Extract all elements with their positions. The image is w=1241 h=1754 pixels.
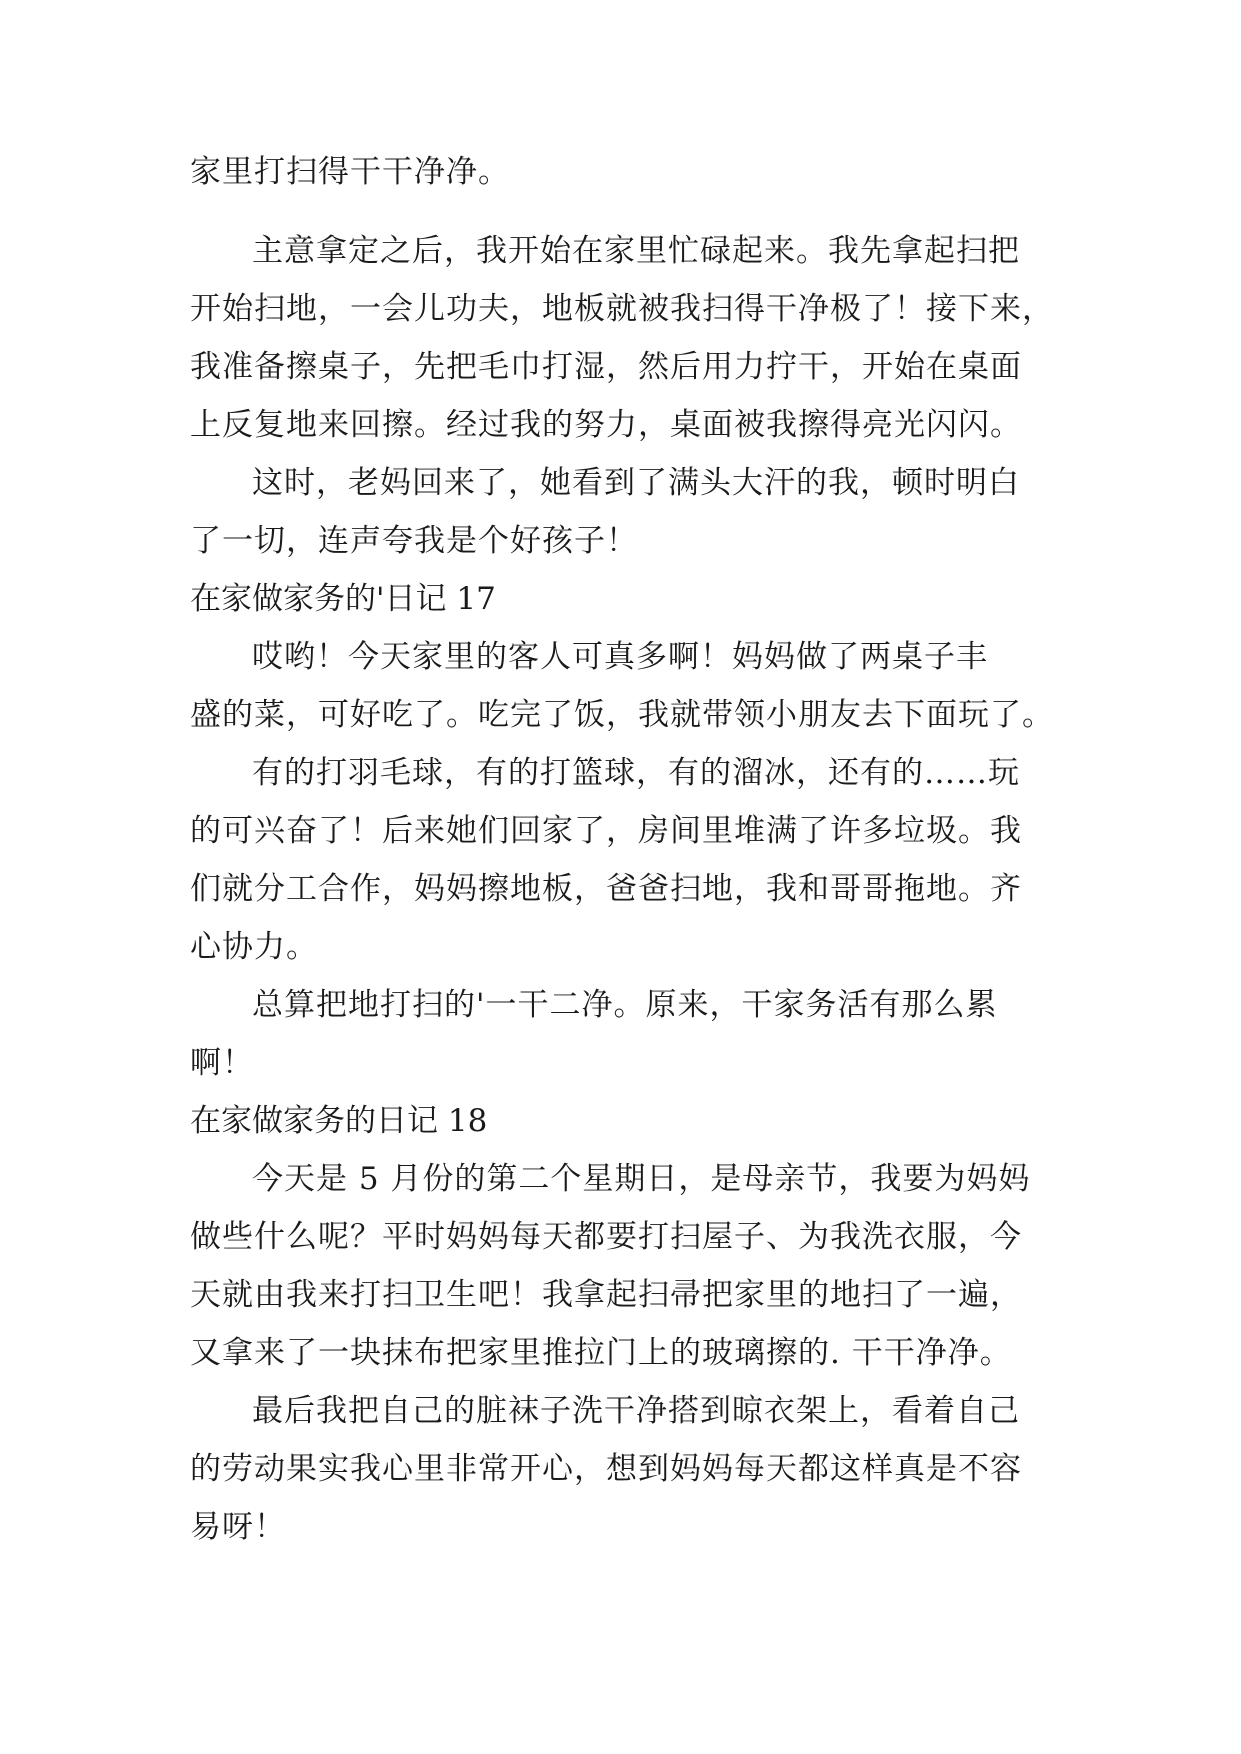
paragraph-line: 又拿来了一块抹布把家里推拉门上的玻璃擦的. 干干净净。 <box>190 1335 1012 1371</box>
section-title: 在家做家务的日记 18 <box>190 1103 488 1139</box>
paragraph-line: 最后我把自己的脏袜子洗干净搭到晾衣架上，看着自己 <box>252 1393 1020 1429</box>
paragraph-line: 的劳动果实我心里非常开心，想到妈妈每天都这样真是不容 <box>190 1451 1022 1487</box>
paragraph-line: 啊！ <box>190 1045 254 1081</box>
paragraph-line: 盛的菜，可好吃了。吃完了饭，我就带领小朋友去下面玩了。 <box>190 697 1054 733</box>
paragraph-line: 心协力。 <box>190 929 318 965</box>
paragraph-line: 家里打扫得干干净净。 <box>190 154 510 190</box>
paragraph-line: 上反复地来回擦。经过我的努力，桌面被我擦得亮光闪闪。 <box>190 407 1022 443</box>
paragraph-line: 易呀！ <box>190 1509 286 1545</box>
paragraph-line: 总算把地打扫的'一干二净。原来，干家务活有那么累 <box>252 987 998 1023</box>
section-title: 在家做家务的'日记 17 <box>190 581 496 617</box>
paragraph-line: 哎哟！今天家里的客人可真多啊！妈妈做了两桌子丰 <box>252 639 988 675</box>
paragraph-line: 的可兴奋了！后来她们回家了，房间里堆满了许多垃圾。我 <box>190 813 1022 849</box>
paragraph-line: 们就分工合作，妈妈擦地板，爸爸扫地，我和哥哥拖地。齐 <box>190 871 1022 907</box>
paragraph-line: 开始扫地，一会儿功夫，地板就被我扫得干净极了！接下来， <box>190 291 1054 327</box>
paragraph-line: 天就由我来打扫卫生吧！我拿起扫帚把家里的地扫了一遍， <box>190 1277 1022 1313</box>
paragraph-line: 今天是 5 月份的第二个星期日，是母亲节，我要为妈妈 <box>252 1161 1031 1197</box>
paragraph-line: 了一切，连声夸我是个好孩子！ <box>190 523 638 559</box>
paragraph-line: 做些什么呢？平时妈妈每天都要打扫屋子、为我洗衣服，今 <box>190 1219 1022 1255</box>
paragraph-line: 有的打羽毛球，有的打篮球，有的溜冰，还有的……玩 <box>252 755 1020 791</box>
paragraph-line: 主意拿定之后，我开始在家里忙碌起来。我先拿起扫把 <box>252 233 1020 269</box>
paragraph-line: 这时，老妈回来了，她看到了满头大汗的我，顿时明白 <box>252 465 1020 501</box>
paragraph-line: 我准备擦桌子，先把毛巾打湿，然后用力拧干，开始在桌面 <box>190 349 1022 385</box>
